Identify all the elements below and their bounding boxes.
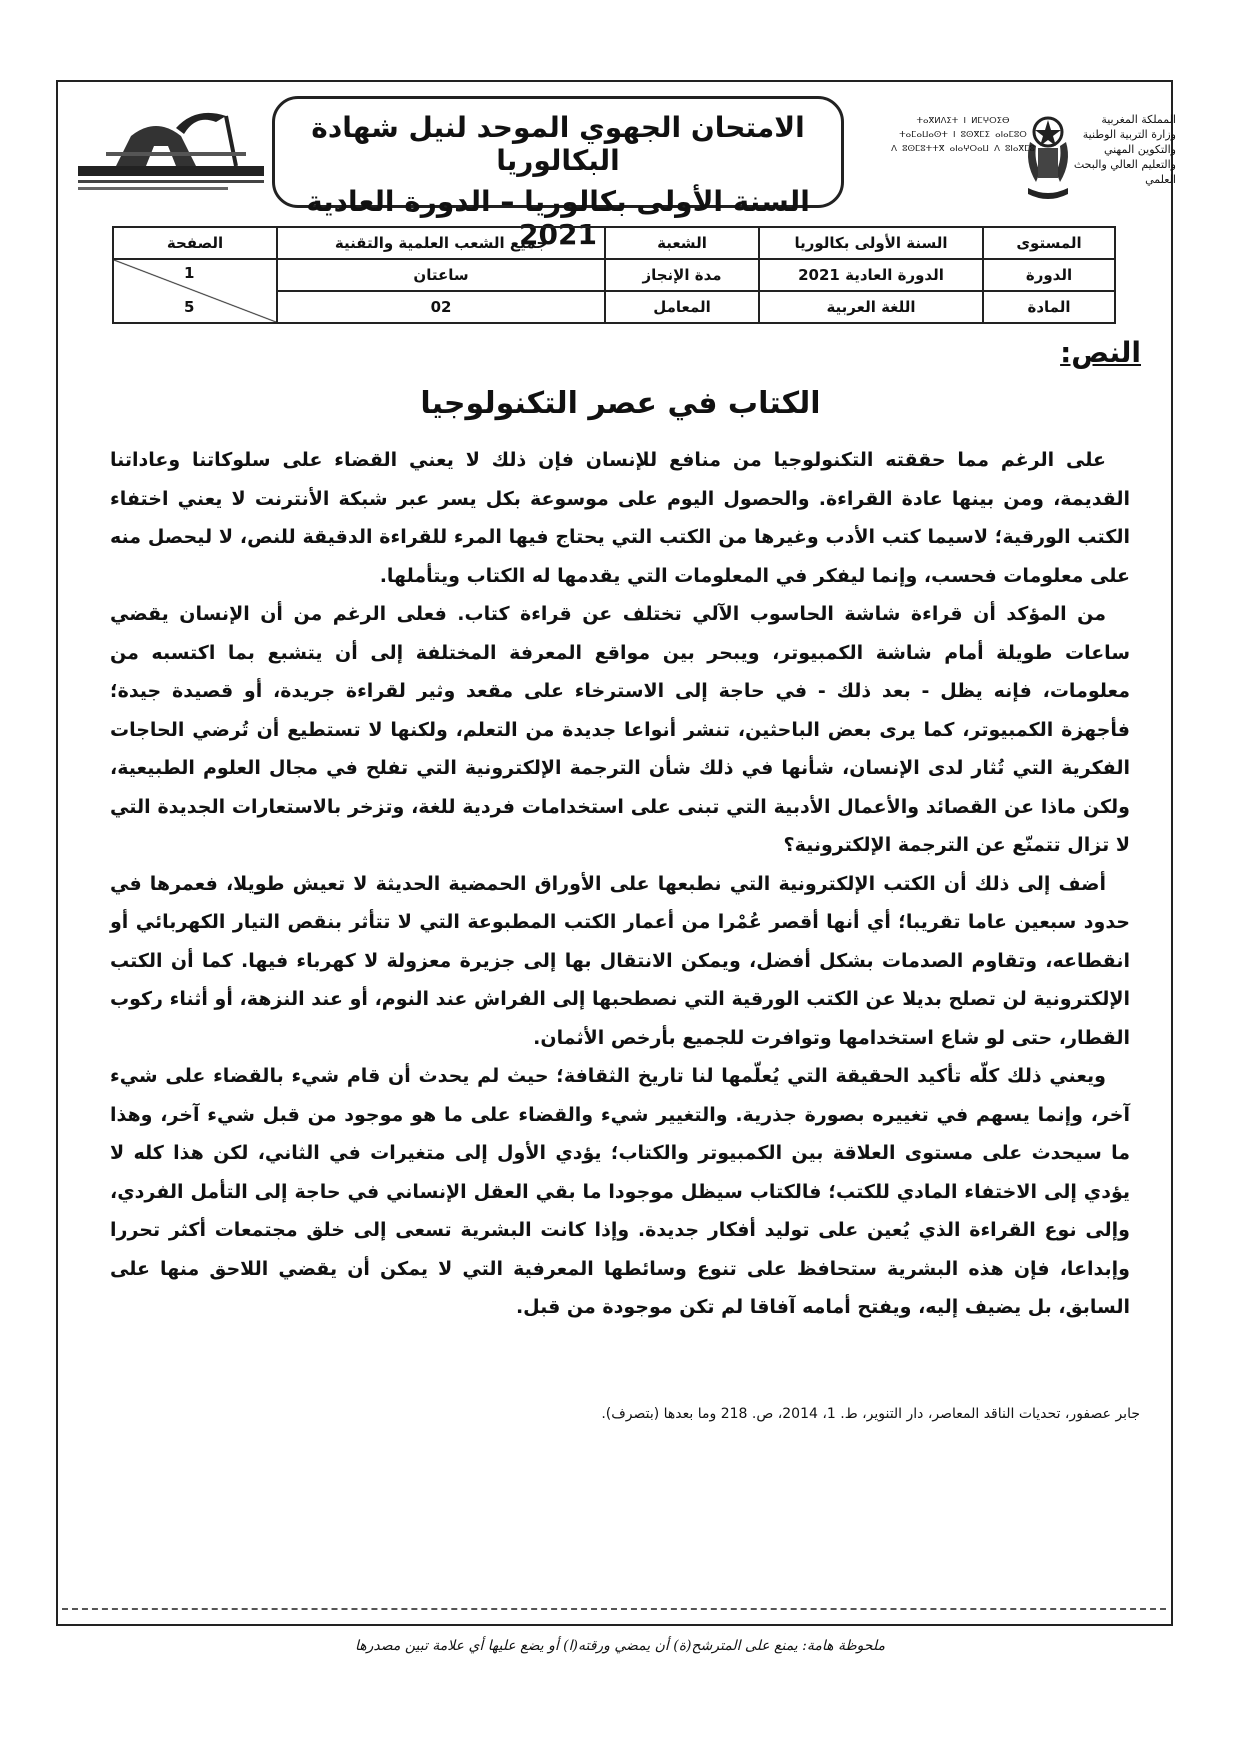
footer-divider bbox=[62, 1608, 1166, 1610]
ministry-line: وزارة التربية الوطنية والتكوين المهني bbox=[1082, 128, 1176, 156]
level-value: السنة الأولى بكالوريا bbox=[759, 227, 983, 259]
page-label: الصفحة bbox=[113, 227, 277, 259]
ministry-line: المملكة المغربية bbox=[1101, 113, 1176, 126]
level-label: المستوى bbox=[983, 227, 1115, 259]
session-value: الدورة العادية 2021 bbox=[759, 259, 983, 291]
paragraph: أضف إلى ذلك أن الكتب الإلكترونية التي نطبعها على الأوراق الحمضية الحديثة لا تعيش طويلا، فعمرها في حدود سبعين عاما تقريبا؛ أي أنها أقصر عُمْرا من أعمار الكتب المطبوعة التي لا تتأثر بنقص التيار الكهربائي أو انقطاعه، وتقاوم الصدمات بشكل أفضل، ويمكن الانتقال بها إلى جزيرة معزولة لا كهرباء فيها. كما أن الكتب الإلكترونية لن تصلح بديلا عن الكتب الورقية التي نصطحبها إلى الفراش عند النوم، أو عند النزهة، أو أثناء ركوب القطار، حتى لو شاع استخدامها وتوافرت للجميع بأرخص الأثمان. bbox=[110, 872, 1130, 1049]
coefficient-label: المعامل bbox=[605, 291, 759, 323]
total-pages: 5 bbox=[184, 298, 195, 316]
table-row bbox=[113, 227, 1115, 259]
session-label: الدورة bbox=[983, 259, 1115, 291]
page-number-cell bbox=[113, 259, 277, 323]
ministry-line: والتعليم العالي والبحث العلمي bbox=[1073, 158, 1176, 186]
duration-label: مدة الإنجاز bbox=[605, 259, 759, 291]
ministry-line: ⵜⴰⴳⵍⴷⵉⵜ ⵏ ⵍⵎⵖⵔⵉⴱ bbox=[916, 116, 1010, 126]
source-citation: جابر عصفور، تحديات الناقد المعاصر، دار التنوير، ط. 1، 2014، ص. 218 وما بعدها (بتصرف). bbox=[601, 1406, 1140, 1422]
branch-label: الشعبة bbox=[605, 227, 759, 259]
branch-value: جميع الشعب العلمية والتقنية bbox=[277, 227, 605, 259]
exam-title: الامتحان الجهوي الموحد لنيل شهادة البكالوريا bbox=[311, 111, 805, 177]
text-body bbox=[110, 441, 1130, 1327]
text-title: الكتاب في عصر التكنولوجيا bbox=[420, 386, 821, 421]
section-label: النص: bbox=[1060, 336, 1141, 369]
exam-subtitle: السنة الأولى بكالوريا – الدورة العادية 2021 bbox=[306, 185, 810, 251]
paragraph: على الرغم مما حققته التكنولوجيا من منافع للإنسان فإن ذلك لا يعني القضاء على سلوكاتنا وعاداتنا القديمة، ومن بينها عادة القراءة. والحصول اليوم على موسوعة بكل يسر عبر شبكة الأنترنت لا يعني اختفاء الكتب الورقية؛ لاسيما كتب الأدب وغيرها من الكتب التي يحتاج فيها المرء للقراءة الدقيقة للنص، لا ليحصل منه على معلومات فحسب، وإنما ليفكر في المعلومات التي يقدمها له الكتاب ويتأملها. bbox=[110, 449, 1130, 587]
subject-label: المادة bbox=[983, 291, 1115, 323]
academy-logo-icon bbox=[76, 106, 266, 202]
ministry-line: ⴷ ⵓⵙⵎⵓⵜⵜⴳ ⴰⵏⴰⵖⵔⴰⵡ ⴷ ⵓⵏⴰⴳⵎⵓ bbox=[891, 144, 1035, 154]
table-row bbox=[113, 259, 1115, 291]
ministry-name-arabic bbox=[1064, 112, 1176, 187]
paragraph: من المؤكد أن قراءة شاشة الحاسوب الآلي تختلف عن قراءة كتاب. فعلى الرغم من أن الإنسان يقضي ساعات طويلة أمام شاشة الكمبيوتر، ويبحر بين مواقع المعرفة المختلفة إلى أن يتشبع بما اكتسبه من معلومات، فإنه يظل - بعد ذلك - في حاجة إلى الاسترخاء على مقعد وثير لقراءة جريدة، أو قصيدة جيدة؛ فأجهزة الكمبيوتر، كما يرى بعض الباحثين، تنشر أنواعا جديدة من التعلم، ولكنها لا تستطيع أن تُرضي الحاجات الفكرية التي تُثار لدى الإنسان، شأنها في ذلك شأن الترجمة الإلكترونية التي تفلح في مجال العلوم الطبيعية، ولكن ماذا عن القصائد والأعمال الأدبية التي تبنى على استخدامات فردية للغة، وتزخر بالاستعارات الجديدة التي لا تزال تتمنّع عن الترجمة الإلكترونية؟ bbox=[110, 603, 1130, 856]
coefficient-value: 02 bbox=[277, 291, 605, 323]
ministry-name-tifinagh bbox=[888, 114, 1038, 156]
paragraph: ويعني ذلك كلّه تأكيد الحقيقة التي يُعلّمها لنا تاريخ الثقافة؛ حيث لم يحدث أن قام شيء بالقضاء على شيء آخر، وإنما يسهم في تغييره بصورة جذرية. والتغيير شيء والقضاء على ما هو موجود من قبل شيء آخر، وهذا ما سيحدث على مستوى العلاقة بين الكمبيوتر والكتاب؛ يؤدي الأول إلى متغيرات في الثاني، لكن هذا كله لا يؤدي إلى الاختفاء المادي للكتب؛ فالكتاب سيظل موجودا ما بقي العقل الإنساني في حاجة إلى التأمل الفردي، وإلى نوع القراءة الذي يُعين على توليد أفكار جديدة. وإذا كانت البشرية تسعى إلى خلق مجتمعات أكثر تحررا وإبداعا، فإن هذه البشرية ستحافظ على تنوع وسائطها المعرفية التي لا يمكن أن يقضي اللاحق منها على السابق، بل يضيف إليه، ويفتح أمامه آفاقا لم تكن موجودة من قبل. bbox=[110, 1065, 1130, 1318]
page-number: 1 bbox=[184, 264, 195, 282]
duration-value: ساعتان bbox=[277, 259, 605, 291]
footer-note: ملحوظة هامة: يمنع على المترشح(ة) أن يمضي ورقته(ا) أو يضع عليها أي علامة تبين مصدرها bbox=[354, 1638, 886, 1654]
subject-value: اللغة العربية bbox=[759, 291, 983, 323]
exam-info-table bbox=[112, 226, 1116, 324]
ministry-line: ⵜⴰⵎⴰⵡⴰⵙⵜ ⵏ ⵓⵙⴳⵎⵉ ⴰⵏⴰⵎⵓⵔ bbox=[899, 130, 1027, 140]
